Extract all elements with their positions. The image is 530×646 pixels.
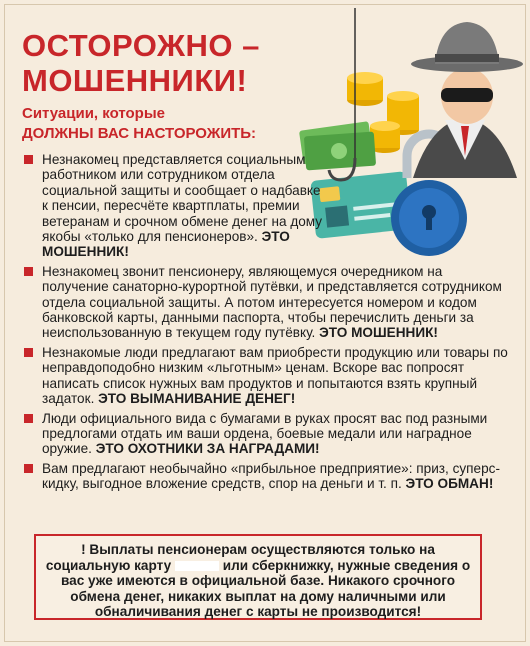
note-text-part-1: ! Выплаты пенсионерам осуществляются только на социальную карту (45, 542, 435, 573)
list-item-text: Вам предлагают необычайно «прибыльное предприятие»: приз, суперс-кидку, выгодное вложение средств, спор на деньги и т. п. (42, 460, 500, 492)
bullet-square-icon (24, 155, 33, 164)
bullet-square-icon (24, 348, 33, 357)
list-item-emphasis: ЭТО ВЫМАНИВАНИЕ ДЕНЕГ! (98, 391, 296, 407)
list-item-emphasis: ЭТО МОШЕННИК! (42, 229, 290, 260)
warning-list (22, 152, 512, 492)
warning-note (34, 534, 482, 620)
subtitle-line-2: ДОЛЖНЫ ВАС НАСТОРОЖИТЬ: (22, 125, 257, 142)
list-item-text: Незнакомец звонит пенсионеру, являющемуся очередником на получение санаторно-курортной путёвки, и представляется сотрудником отдела социальной защиты. А потом интересуется номером и кодом банковской карты, данными паспорта, чтобы перечислить деньги за неиспользованную в текущем году путёвку. (42, 263, 502, 341)
list-item-emphasis: ЭТО ОХОТНИКИ ЗА НАГРАДАМИ! (95, 441, 320, 457)
list-item-text: Незнакомец представляется социальным работником или сотрудником отдела социальной защиты и сообщает о надбавке к пенсии, пересчёте квартплаты, премии ветеранам и срочном обмене денег на дому якобы «только для пенсионеров». (42, 152, 323, 245)
list-item (22, 411, 512, 457)
bullet-square-icon (24, 414, 33, 423)
list-item (22, 461, 512, 492)
bullet-square-icon (24, 267, 33, 276)
list-item-text: Незнакомые люди предлагают вам приобрести продукцию или товары по неправдоподобно низким «льготным» ценам. Вскоре вас попросят написать список нужных вам продуктов и попытаются взять крупный задаток. (42, 344, 508, 407)
list-item (22, 152, 330, 260)
bullet-square-icon (24, 464, 33, 473)
list-item-emphasis: ЭТО ОБМАН! (405, 476, 494, 492)
page-title: ОСТОРОЖНО – МОШЕННИКИ! (22, 28, 260, 98)
subtitle-line-1: Ситуации, которые (22, 105, 165, 122)
list-item-emphasis: ЭТО МОШЕННИК! (319, 325, 438, 341)
list-item (22, 345, 512, 407)
redacted-box (175, 561, 219, 571)
list-item (22, 264, 512, 341)
note-text-part-2: или сберкнижку, нужные сведения о вас уже имеются в официальной базе. Никакого срочного обмена денег, никаких выплат на дому наличными или обналичивания денег с карты не производится! (60, 557, 471, 620)
list-item-text: Люди официального вида с бумагами в руках просят вас под разными предлогами отдать им ваши ордена, боевые медали или наградное оружие. (42, 410, 488, 457)
